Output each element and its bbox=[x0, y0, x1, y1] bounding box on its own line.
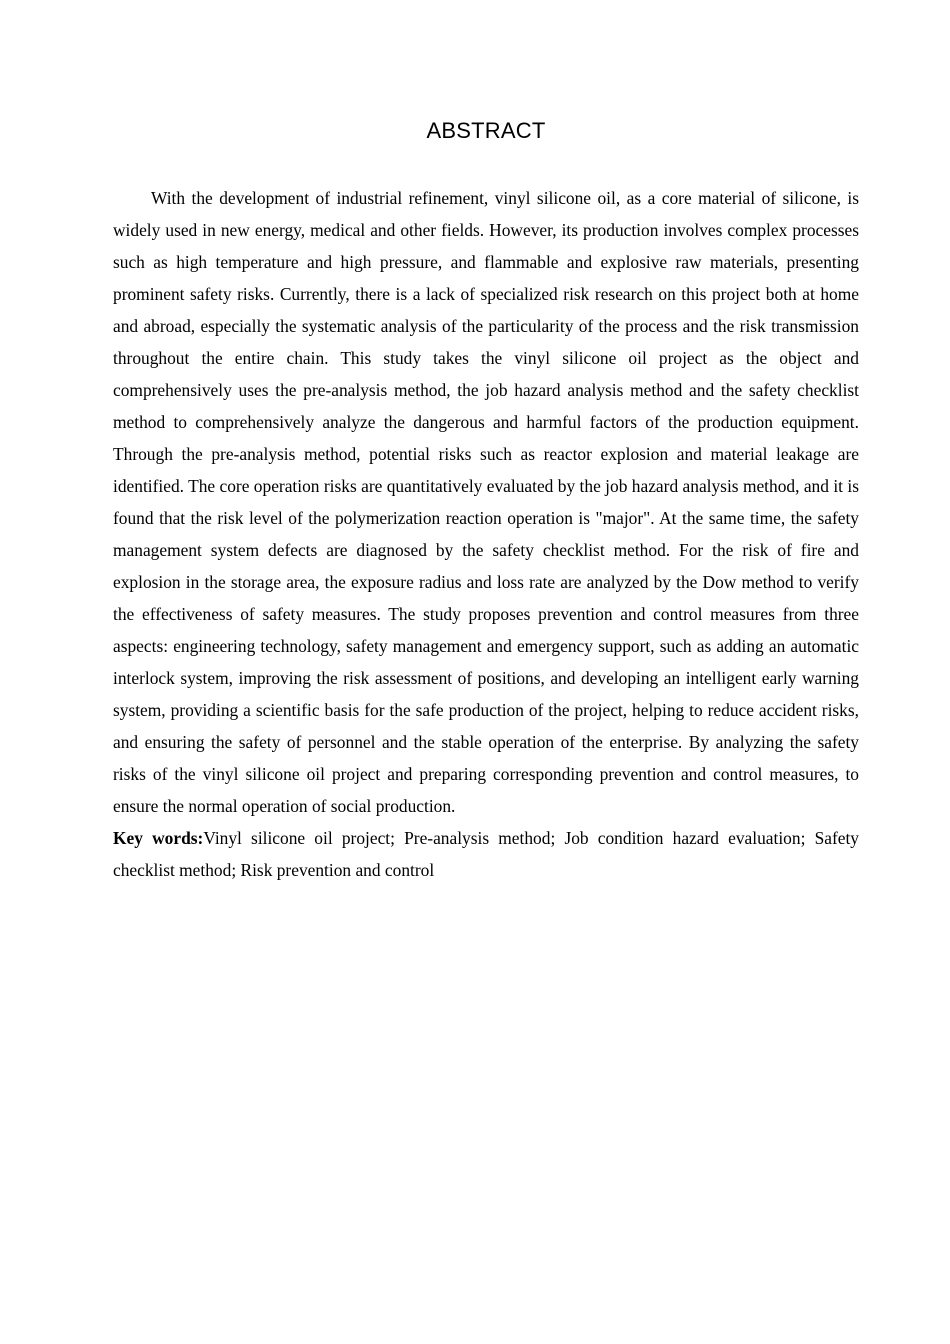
keywords-paragraph bbox=[113, 822, 859, 886]
abstract-body bbox=[113, 182, 859, 886]
abstract-title: ABSTRACT bbox=[426, 118, 546, 143]
keywords-label: Key words: bbox=[113, 828, 204, 848]
keywords-text: Vinyl silicone oil project; Pre-analysis method; Job condition hazard evaluation; Safety checklist method; Risk prevention and control bbox=[113, 828, 859, 880]
abstract-paragraph: With the development of industrial refinement, vinyl silicone oil, as a core material of silicone, is widely used in new energy, medical and other fields. However, its production involves complex processes such as high temperature and high pressure, and flammable and explosive raw materials, presenting prominent safety risks. Currently, there is a lack of specialized risk research on this project both at home and abroad, especially the systematic analysis of the particularity of the process and the risk transmission throughout the entire chain. This study takes the vinyl silicone oil project as the object and comprehensively uses the pre-analysis method, the job hazard analysis method and the safety checklist method to comprehensively analyze the dangerous and harmful factors of the production equipment. Through the pre-analysis method, potential risks such as reactor explosion and material leakage are identified. The core operation risks are quantitatively evaluated by the job hazard analysis method, and it is found that the risk level of the polymerization reaction operation is "major". At the same time, the safety management system defects are diagnosed by the safety checklist method. For the risk of fire and explosion in the storage area, the exposure radius and loss rate are analyzed by the Dow method to verify the effectiveness of safety measures. The study proposes prevention and control measures from three aspects: engineering technology, safety management and emergency support, such as adding an automatic interlock system, improving the risk assessment of positions, and developing an intelligent early warning system, providing a scientific basis for the safe production of the project, helping to reduce accident risks, and ensuring the safety of personnel and the stable operation of the enterprise. By analyzing the safety risks of the vinyl silicone oil project and preparing corresponding prevention and control measures, to ensure the normal operation of social production. bbox=[113, 188, 859, 816]
